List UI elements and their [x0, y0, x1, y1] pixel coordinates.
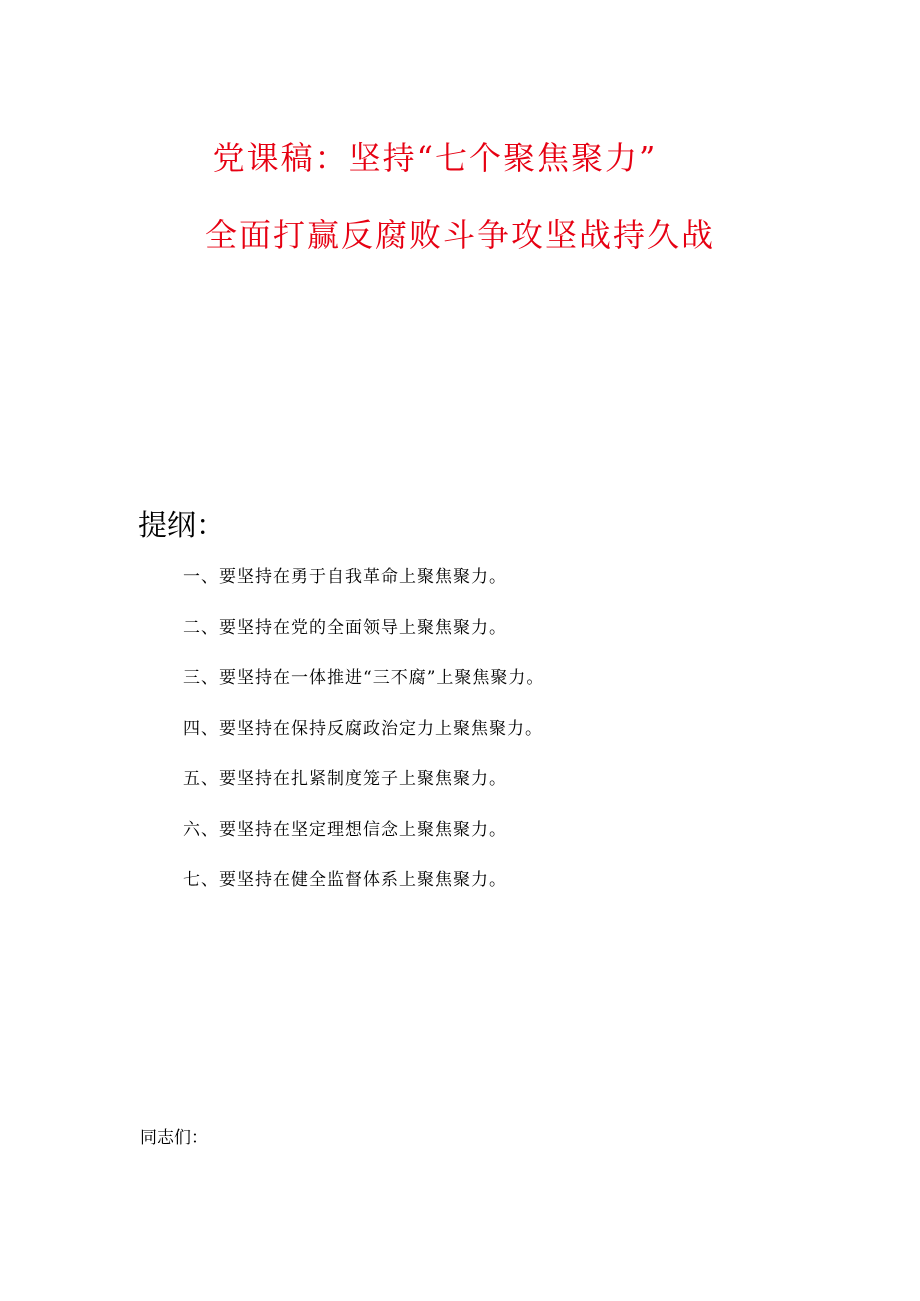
outline-item-3: 三、要坚持在一体推进“三不腐”上聚焦聚力。 — [183, 668, 545, 688]
outline-list — [183, 562, 544, 916]
outline-heading: 提纲： — [138, 508, 226, 542]
outline-item-5: 五、要坚持在扎紧制度笼子上聚焦聚力。 — [183, 769, 507, 789]
outline-item-2: 二、要坚持在党的全面领导上聚焦聚力。 — [183, 617, 507, 638]
salutation: 同志们： — [140, 1128, 208, 1148]
document-title-line-2: 全面打赢反腐败斗争攻坚战持久战 — [204, 216, 715, 254]
outline-item-7: 七、要坚持在健全监督体系上聚焦聚力。 — [183, 870, 507, 890]
outline-item-1: 一、要坚持在勇于自我革命上聚焦聚力。 — [183, 567, 507, 587]
outline-item-6: 六、要坚持在坚定理想信念上聚焦聚力。 — [183, 819, 507, 840]
document-title-line-1: 党课稿：坚持“七个聚焦聚力” — [212, 139, 658, 177]
outline-item-4: 四、要坚持在保持反腐政治定力上聚焦聚力。 — [183, 718, 543, 739]
